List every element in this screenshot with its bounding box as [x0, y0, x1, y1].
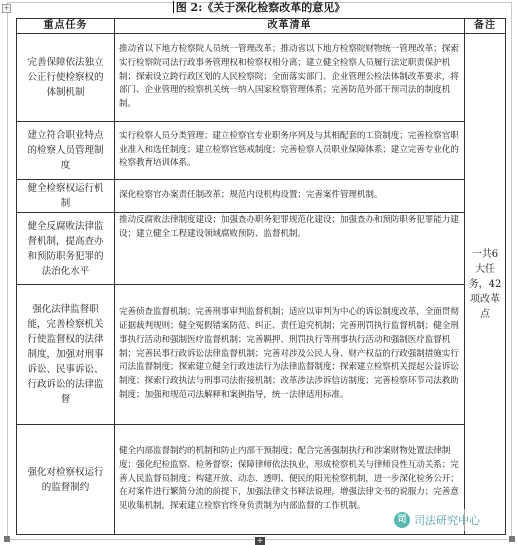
- reform-items-cell: 推动反腐败法律制度建设；加强查办职务犯罪规范化建设；加强查办和预防职务犯罪能力建设；建立健全工程建设领域腐败预防、监督机制。: [115, 213, 465, 285]
- reform-items-cell: 健全内部监督制约的机制和防止内部干预制度；配合完善强制执行和涉案财物处置法律制度；强化纪检监察、检务督察；保障律师依法执业，形成检察机关与律师良性互动关系；完善人民监督员制度；构建开放、动态、透明、便民的阳光检察机制，进一步深化检务公开；在对案件进行繁简分流的前提下，加强法律文书释法说理，增强法律文书的说服力；完善意见收集机制，探索建立检察官终身负责制为内部监督的工作机制。: [115, 425, 465, 535]
- figure-title-text: 图 2:《关于深化检察改革的意见》: [175, 1, 346, 14]
- header-reform-list: 改革清单: [115, 19, 465, 34]
- add-row-icon[interactable]: +: [256, 536, 264, 545]
- table-row: [17, 180, 506, 213]
- task-cell: 强化法律监督职能，完善检察机关行使监督权的法律制度，加强对刑事诉讼、民事诉讼、行政诉讼的法律监督: [17, 285, 115, 425]
- reform-table: [16, 18, 506, 535]
- task-cell: 建立符合职业特点的检察人员管理制度: [17, 122, 115, 180]
- task-cell: 完善保障依法独立公正行使检察权的体制机制: [17, 34, 115, 122]
- note-cell: 一共6大任务，42项改革点: [465, 34, 506, 535]
- task-cell: 强化对检察权运行的监督制约: [17, 425, 115, 535]
- table-row: [17, 213, 506, 285]
- resize-handle-bottom-right[interactable]: [509, 536, 515, 542]
- header-notes: 备注: [465, 19, 506, 34]
- header-key-tasks: 重点任务: [17, 19, 115, 34]
- reform-items-cell: 完善侦查监督机制；完善刑事审判监督机制；适应以审判为中心的诉讼制度改革，全面贯彻证据裁判规则；健全冤假错案防范、纠正、责任追究机制；完善刑罚执行监督机制；健全刑事执行活动和强制医疗监督机制；完善羁押、刑罚执行等刑事执行活动和强制医疗监督机制；完善民事行政诉讼法律监督机制；完善对涉及公民人身、财产权益的行政强制措施实行司法监督制度；探索建立健全行政违法行为法律监督制度；探索建立检察机关提起公益诉讼制度；探索行政执法与刑事司法衔接机制；改革涉法涉诉信访制度；完善检察环节司法救助制度；加强和规范司法解释和案例指导，统一法律适用标准。: [115, 285, 465, 425]
- table-row: [17, 285, 506, 425]
- task-cell: 健全反腐败法律监督机制，提高查办和预防职务犯罪的法治化水平: [17, 213, 115, 285]
- table-row: [17, 34, 506, 122]
- watermark: [390, 509, 484, 531]
- watermark-logo-icon: 司: [394, 512, 410, 528]
- reform-items-cell: 深化检察官办案责任制改革；规范内设机构设置；完善案件管理机制。: [115, 180, 465, 213]
- table-row: [17, 122, 506, 180]
- watermark-text: 司法研究中心: [414, 514, 480, 527]
- figure-title: [0, 0, 518, 15]
- reform-items-cell: 实行检察人员分类管理；建立检察官专业职务序列及与其相配套的工资制度；完善检察官职业准入和选任制度；建立检察官惩戒制度；完善检察人员职业保障体系；建立完善专业化的检察教育培训体系。: [115, 122, 465, 180]
- resize-handle-bottom-left[interactable]: [4, 536, 10, 542]
- table-header-row: [17, 19, 506, 34]
- table-move-handle[interactable]: +: [3, 4, 10, 12]
- task-cell: 健全检察权运行机制: [17, 180, 115, 213]
- text-cursor: [173, 1, 174, 13]
- reform-items-cell: 推动省以下地方检察院人员统一管理改革；推动省以下地方检察院财物统一管理改革；探索实行检察院司法行政事务管理权和检察权相分离；建立健全检察人员履行法定职责保护机制；探索设立跨行政区划的人民检察院；全面落实部门、企业管理公检法体制改革要求，将部门、企业管理的检察机关统一纳入国家检察管理体系；完善防范外部干预司法的制度机制。: [115, 34, 465, 122]
